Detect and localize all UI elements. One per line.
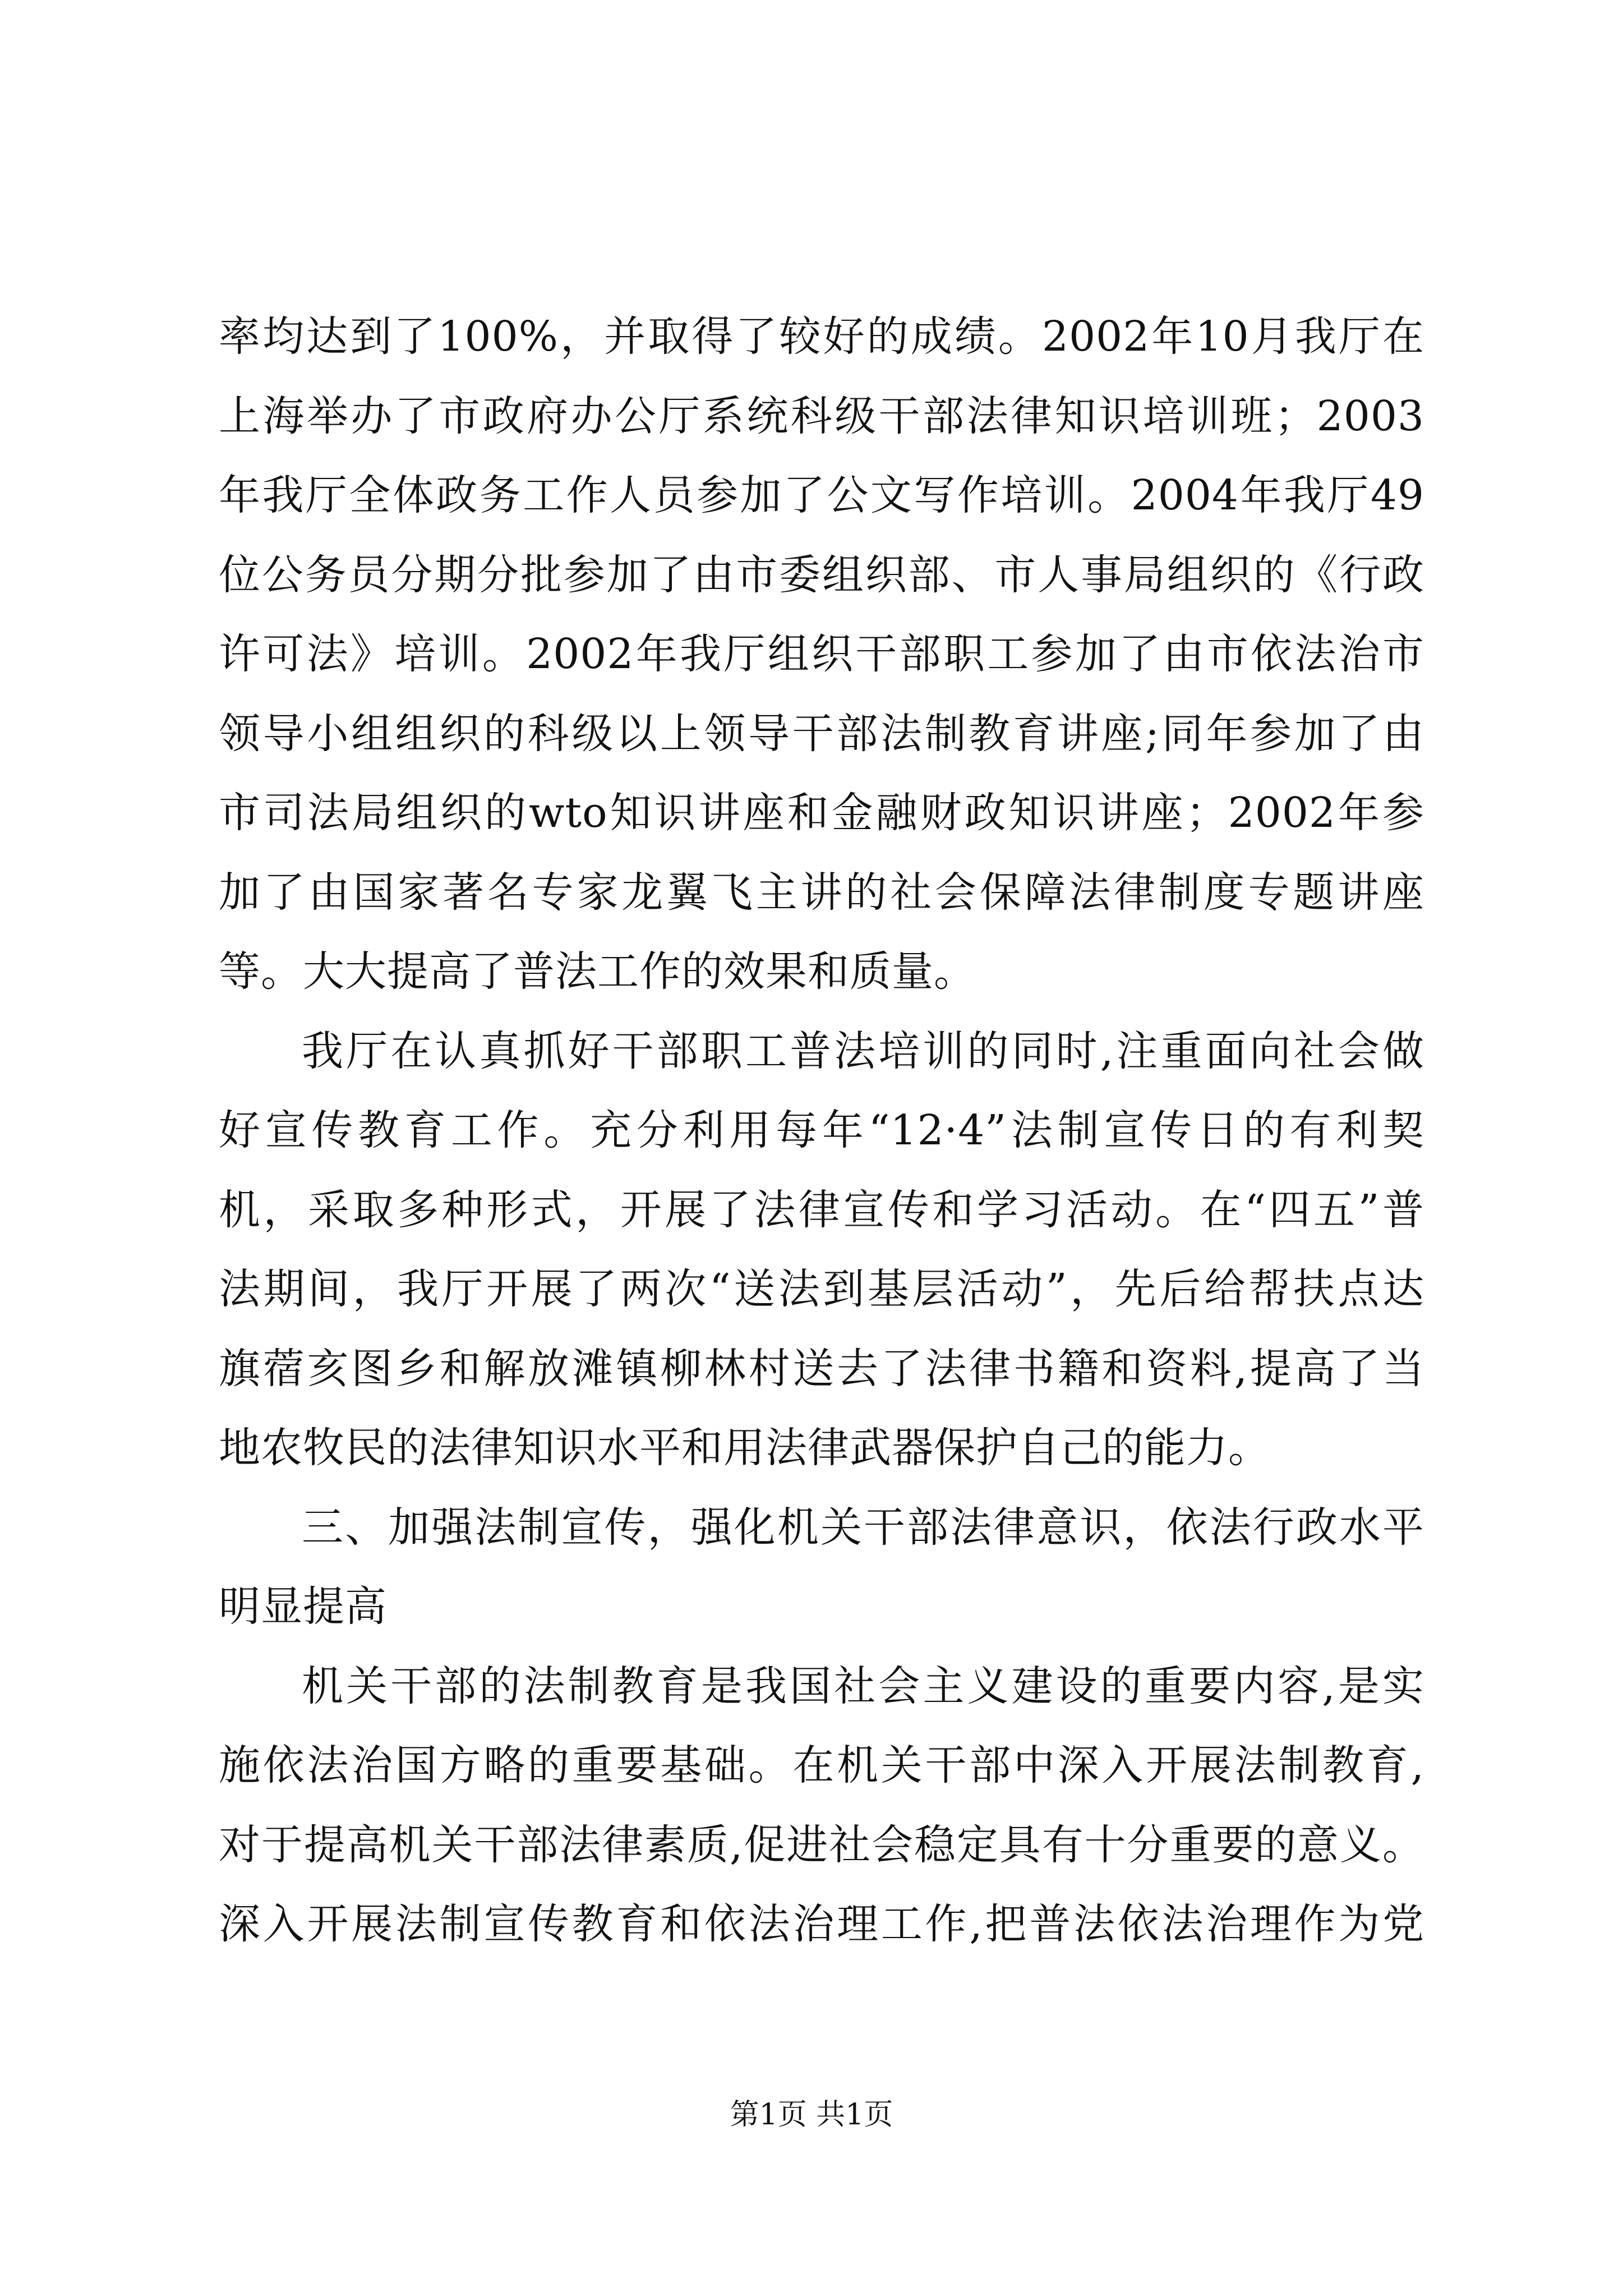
paragraph-first-line: 机关干部的法制教育是我国社会主义建设的重要内容,是实 — [302, 1662, 1424, 1710]
text-line: 加了由国家著名专家龙翼飞主讲的社会保障法律制度专题讲座 — [219, 868, 1424, 917]
text-line: 年我厅全体政务工作人员参加了公文写作培训。2004年我厅49 — [219, 471, 1424, 519]
text-line: 率均达到了100%，并取得了较好的成绩。2002年10月我厅在 — [219, 312, 1424, 361]
text-line: 深入开展法制宣传教育和依法治理工作,把普法依法治理作为党 — [219, 1900, 1424, 1948]
text-line: 施依法治国方略的重要基础。在机关干部中深入开展法制教育, — [219, 1741, 1424, 1789]
paragraph-first-line: 我厅在认真抓好干部职工普法培训的同时,注重面向社会做 — [302, 1027, 1424, 1075]
text-line: 机，采取多种形式，开展了法律宣传和学习活动。在“四五”普 — [219, 1185, 1424, 1234]
text-line: 地农牧民的法律知识水平和用法律武器保护自己的能力。 — [219, 1424, 1270, 1472]
section-heading-continuation: 明显提高 — [219, 1582, 387, 1631]
body-text — [219, 297, 1424, 1964]
text-line: 对于提高机关干部法律素质,促进社会稳定具有十分重要的意义。 — [219, 1820, 1424, 1869]
text-line: 位公务员分期分批参加了由市委组织部、市人事局组织的《行政 — [219, 550, 1424, 599]
text-line: 许可法》培训。2002年我厅组织干部职工参加了由市依法治市 — [219, 630, 1424, 678]
text-line: 领导小组组织的科级以上领导干部法制教育讲座;同年参加了由 — [219, 709, 1424, 758]
page-number-footer: 第1页 共1页 — [730, 2098, 893, 2132]
text-line: 等。大大提高了普法工作的效果和质量。 — [219, 947, 976, 996]
text-line: 好宣传教育工作。充分利用每年“12·4”法制宣传日的有利契 — [219, 1106, 1424, 1154]
text-line: 法期间，我厅开展了两次“送法到基层活动”，先后给帮扶点达 — [219, 1265, 1424, 1313]
text-line: 市司法局组织的wto知识讲座和金融财政知识讲座；2002年参 — [219, 789, 1424, 837]
text-line: 旗蓿亥图乡和解放滩镇柳林村送去了法律书籍和资料,提高了当 — [219, 1344, 1424, 1393]
section-heading: 三、加强法制宣传，强化机关干部法律意识，依法行政水平 — [302, 1503, 1424, 1552]
text-line: 上海举办了市政府办公厅系统科级干部法律知识培训班；2003 — [219, 392, 1424, 440]
